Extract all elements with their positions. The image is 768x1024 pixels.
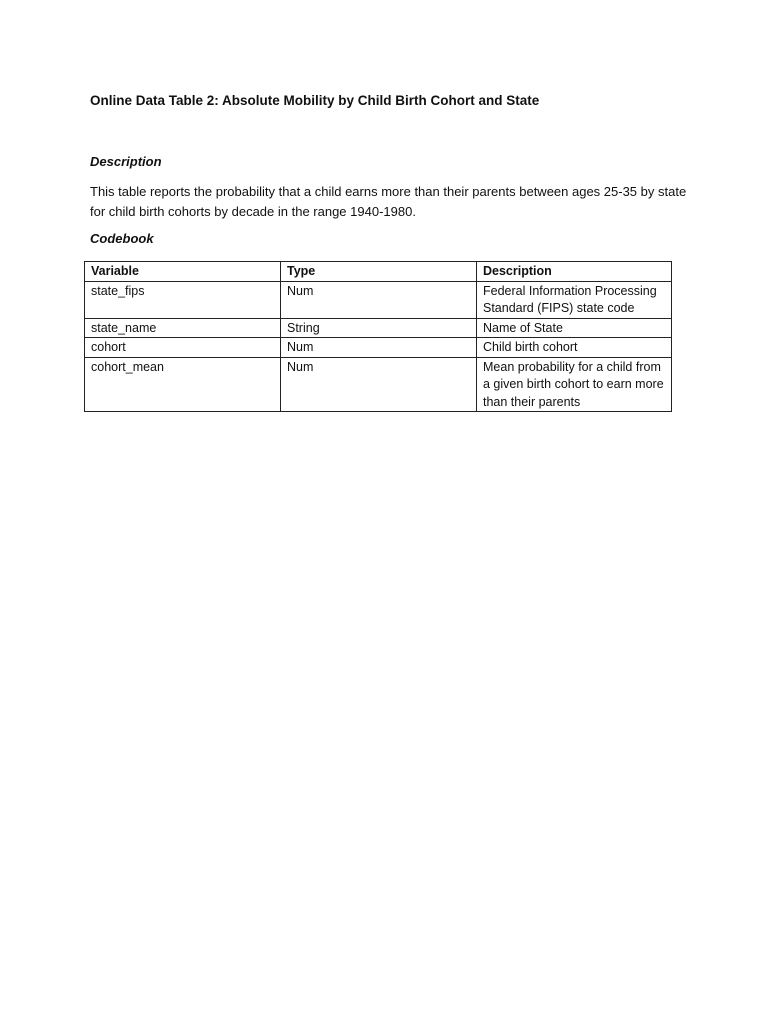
cell-description: Federal Information Processing Standard (FIPS) state code <box>477 281 672 318</box>
table-row <box>85 281 672 318</box>
cell-type: Num <box>281 338 477 358</box>
table-row <box>85 357 672 412</box>
table-row <box>85 338 672 358</box>
cell-variable: cohort <box>85 338 281 358</box>
cell-type: Num <box>281 281 477 318</box>
cell-type: String <box>281 318 477 338</box>
table-row <box>85 318 672 338</box>
header-type: Type <box>281 262 477 282</box>
header-description: Description <box>477 262 672 282</box>
cell-variable: state_name <box>85 318 281 338</box>
cell-type: Num <box>281 357 477 412</box>
codebook-table <box>84 261 672 412</box>
description-paragraph: This table reports the probability that a child earns more than their parents between ages 25-35 by state for child birth cohorts by decade in the range 1940-1980. <box>90 184 687 219</box>
cell-variable: cohort_mean <box>85 357 281 412</box>
cell-description: Name of State <box>477 318 672 338</box>
codebook-header-row <box>85 262 672 282</box>
description-heading: Description <box>90 154 162 169</box>
cell-variable: state_fips <box>85 281 281 318</box>
cell-description: Child birth cohort <box>477 338 672 358</box>
page-title: Online Data Table 2: Absolute Mobility by Child Birth Cohort and State <box>90 93 540 108</box>
header-variable: Variable <box>85 262 281 282</box>
cell-description: Mean probability for a child from a given birth cohort to earn more than their parents <box>477 357 672 412</box>
codebook-heading: Codebook <box>90 231 154 246</box>
